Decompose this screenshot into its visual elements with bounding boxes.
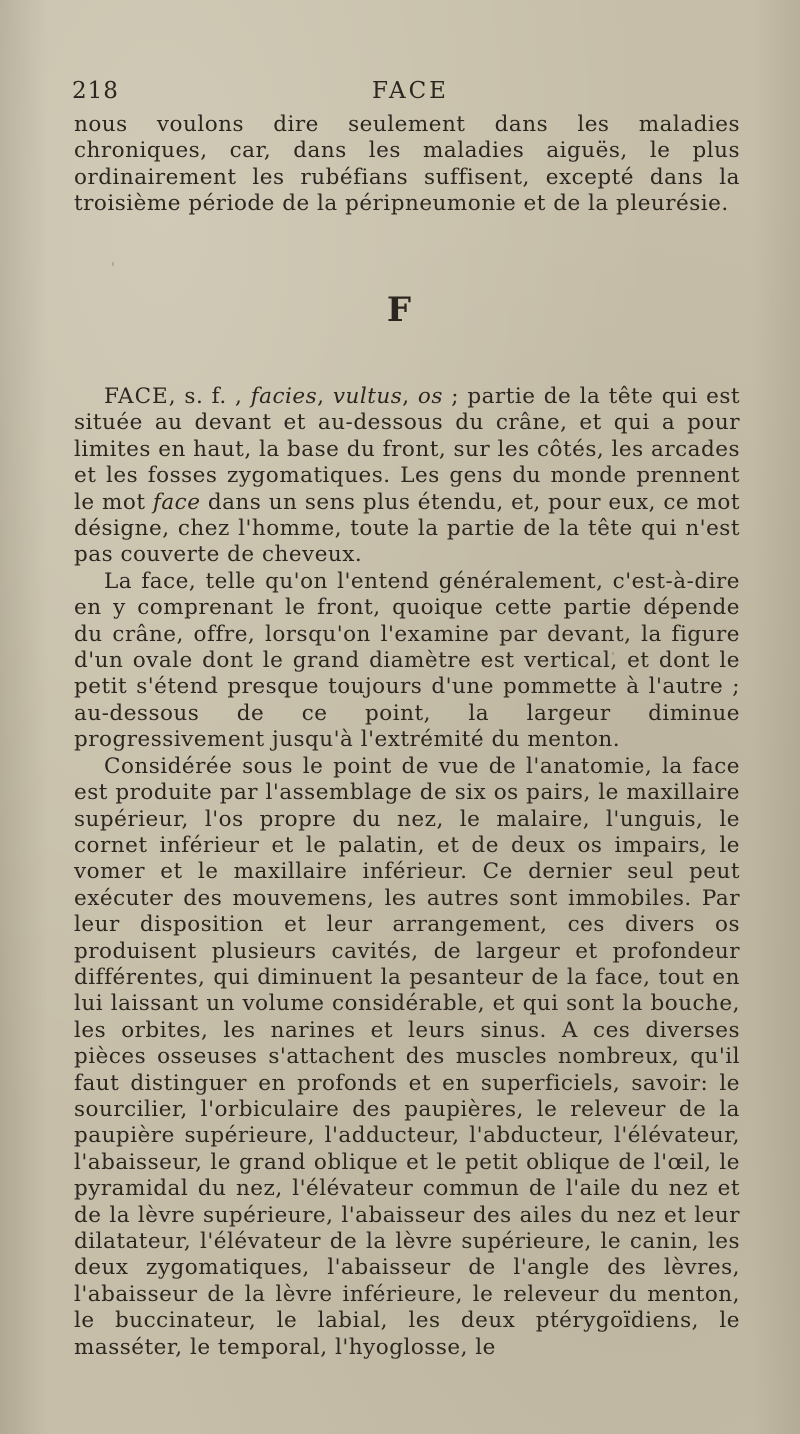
section-letter: F — [386, 290, 414, 330]
entry-separator: , — [317, 384, 333, 409]
entry-definition — [74, 384, 740, 569]
entry-latin-term: vultus — [332, 384, 403, 409]
entry-definition-text: ; partie de la tête qui est située au devant et au-dessous du crâne, et qui a pour limites en haut, la base du front, sur les côtés, les arcades et les fosses zygomatiques. Les gens du monde prennent le mot — [74, 384, 740, 515]
paragraph-text: La face, telle qu'on l'entend généralement, c'est-à-dire en y comprenant le front, quoique cette partie dépende du crâne, offre, lorsqu'on l'examine par devant, la figure d'un ovale dont le grand diamètre est vertical, et dont le petit s'étend presque toujours d'une pommette à l'autre ; au-dessous de ce point, la largeur diminue progressivement jusqu'à l'extrémité du menton. — [74, 568, 740, 753]
paragraph-text: nous voulons dire seulement dans les maladies chroniques, car, dans les maladies aiguës, le plus ordinairement les rubéfians suffisent, excepté dans la troisième période de la péripneumonie et de la pleurésie. — [74, 112, 740, 217]
continued-paragraph — [74, 112, 740, 218]
running-title: FACE — [372, 78, 449, 104]
entry-definition-text: dans un sens plus étendu, et, pour eux, ce mot désigne, chez l'homme, toute la partie de la tête qui n'est pas couverte de cheveux. — [74, 489, 740, 568]
paper-spot — [112, 262, 114, 266]
page-number: 218 — [72, 78, 119, 104]
paragraph-text: Considérée sous le point de vue de l'anatomie, la face est produite par l'assemblage de six os pairs, le maxillaire supérieur, l'os propre du nez, le malaire, l'unguis, le cornet inférieur et le palatin, et de deux os impairs, le vomer et le maxillaire inférieur. Ce dernier seul peut exécuter des mouvemens, les autres sont immobiles. Par leur disposition et leur arrangement, ces divers os produisent plusieurs cavités, de largeur et profondeur différentes, qui diminuent la pesanteur de la face, tout en lui laissant un volume considérable, et qui sont la bouche, les orbites, les narines et leurs sinus. A ces diverses pièces osseuses s'attachent des muscles nombreux, qu'il faut distinguer en profonds et en superficiels, savoir: le sourcilier, l'orbiculaire des paupières, le releveur de la paupière supérieure, l'adducteur, l'abducteur, l'élévateur, l'abaisseur, le grand oblique et le petit oblique de l'œil, le pyramidal du nez, l'élévateur commun de l'aile du nez et de la lèvre supérieure, l'abaisseur des ailes du nez et leur dilatateur, l'élévateur de la lèvre supérieure, le canin, les deux zygomatiques, l'abaisseur de l'angle des lèvres, l'abaisseur de la lèvre inférieure, le releveur du menton, le buccinateur, le labial, les deux ptérygoïdiens, le masséter, le temporal, l'hyoglosse, le — [74, 753, 740, 1360]
entry-separator: , — [402, 384, 418, 409]
entry-headword: FACE — [104, 384, 169, 409]
entry-greek-term: os — [417, 384, 443, 409]
entry-italic-term: face — [152, 489, 201, 515]
entry-grammar: , s. f. , — [168, 384, 251, 409]
entry-latin-term: facies — [250, 384, 318, 409]
dictionary-entry — [74, 384, 740, 1361]
